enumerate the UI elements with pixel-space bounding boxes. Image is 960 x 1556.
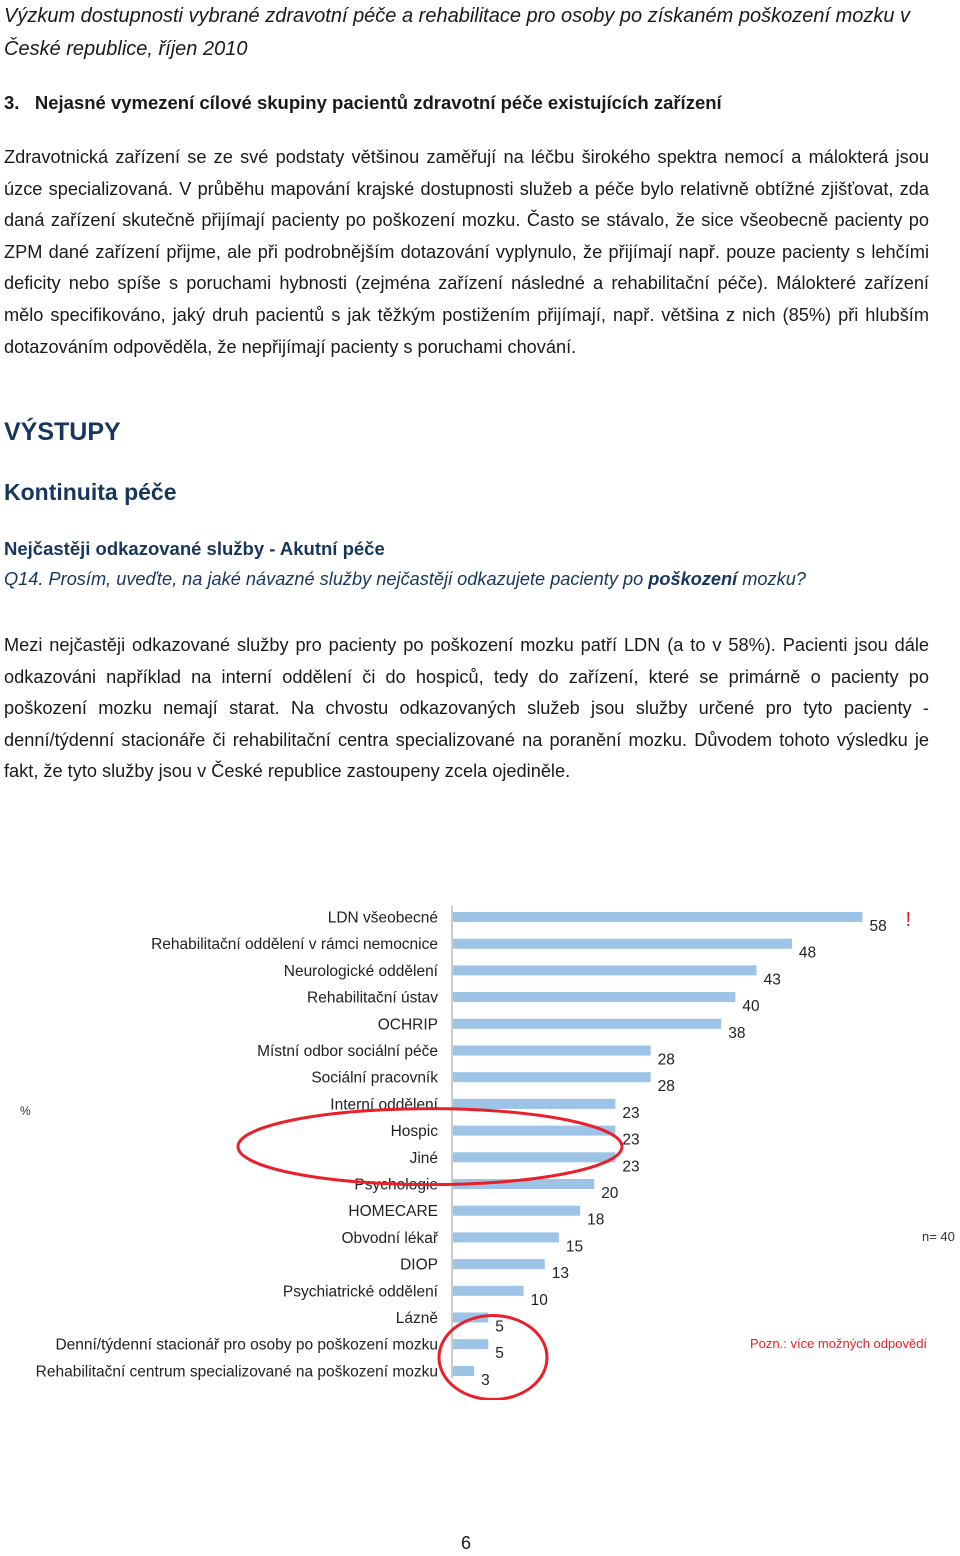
chart-data-label: 15 <box>565 1238 584 1256</box>
chart-highlight-ellipse-hospital <box>238 1109 622 1185</box>
page-number: 6 <box>460 1533 471 1553</box>
chart-note: Pozn.: více možných odpovědí <box>750 1336 928 1351</box>
chart-category-label: Rehabilitační oddělení v rámci nemocnice <box>151 936 438 954</box>
chart-bar <box>453 1286 524 1296</box>
chart-unit-label: % <box>20 1104 31 1118</box>
chart-bar <box>453 1206 580 1216</box>
chart-category-label: Jiné <box>409 1149 438 1167</box>
chart-category-label: Hospic <box>390 1123 438 1141</box>
chart-bar <box>453 1099 615 1109</box>
question-text-bold: poškození <box>648 569 738 589</box>
chart-bar <box>453 1339 488 1349</box>
chart-category-label: Místní odbor sociální péče <box>257 1043 438 1060</box>
chart-category-label: Psychologie <box>354 1176 438 1194</box>
chart-data-label: 28 <box>657 1051 675 1069</box>
question-text-before: Prosím, uveďte, na jaké návazné služby nejčastěji odkazujete pacienty po <box>48 569 644 589</box>
chart-highlight-ellipse-specialized <box>439 1316 547 1400</box>
heading-kontinuita-pece: Kontinuita péče <box>4 479 177 505</box>
chart-sample-size-label: n= 40 <box>922 1229 955 1244</box>
chart-data-label: 18 <box>587 1211 605 1229</box>
section-title: Nejasné vymezení cílové skupiny pacientů zdravotní péče existujících zařízení <box>34 92 722 113</box>
referral-services-bar-chart <box>0 880 960 1400</box>
chart-bar <box>453 1019 721 1029</box>
chart-bar <box>453 992 735 1002</box>
chart-bar <box>453 1152 615 1162</box>
chart-bar <box>453 912 862 922</box>
chart-bar <box>453 1232 559 1242</box>
chart-data-label: 23 <box>622 1131 640 1149</box>
section-heading <box>4 92 722 114</box>
chart-category-label: Rehabilitační centrum specializované na poškození mozku <box>35 1363 438 1381</box>
chart-data-label: 48 <box>798 944 817 962</box>
chart-bar <box>453 1259 545 1269</box>
chart-data-label: 38 <box>728 1024 746 1042</box>
question-id: Q14. <box>4 569 44 589</box>
question-text-after: mozku? <box>742 569 806 589</box>
chart-data-label: 5 <box>495 1345 504 1363</box>
chart-category-label: OCHRIP <box>377 1016 438 1034</box>
chart-bar <box>453 965 757 975</box>
chart-category-label: Interní oddělení <box>330 1096 438 1114</box>
chart-bar <box>453 1072 651 1082</box>
chart-data-label: 43 <box>763 971 781 989</box>
chart-exclamation-mark: ! <box>905 909 912 931</box>
chart-category-label: Psychiatrické oddělení <box>282 1283 438 1301</box>
chart-data-label: 20 <box>601 1185 619 1202</box>
chart-category-label: Lázně <box>395 1310 438 1327</box>
chart-data-label: 40 <box>742 998 760 1016</box>
chart-category-label: Neurologické oddělení <box>283 962 438 980</box>
chart-category-label: LDN všeobecné <box>327 909 438 927</box>
chart-data-label: 23 <box>622 1104 640 1122</box>
chart-bar <box>453 1366 474 1376</box>
question-q14 <box>4 569 806 590</box>
chart-category-label: Obvodní lékař <box>341 1229 438 1247</box>
chart-data-label: 28 <box>657 1078 675 1096</box>
chart-category-label: DIOP <box>400 1256 438 1274</box>
chart-bar <box>453 1046 651 1056</box>
heading-vystupy: VÝSTUPY <box>4 418 121 446</box>
chart-bar <box>453 939 792 949</box>
chart-category-label: Sociální pracovník <box>311 1069 438 1087</box>
chart-category-label: Denní/týdenní stacionář pro osoby po poškození mozku <box>55 1336 438 1354</box>
chart-data-label: 13 <box>551 1265 570 1283</box>
paragraph-target-group: Zdravotnická zařízení se ze své podstaty většinou zaměřují na léčbu širokého spektra nemocí a málokterá jsou úzce specializovaná. V průběhu mapování krajské dostupnosti služeb a péče bylo relativně obtížné zjišťovat, zda daná zařízení skutečně přijímají pacienty po poškození mozku. Často se stávalo, že sice všeobecně pacienty po ZPM dané zařízení přijme, ale při podrobnějším dotazování vyplynulo, že přijímají např. pouze pacienty s lehčími deficity nebo spíše s poruchami hybnosti (zejména zařízení následné a rehabilitační péče). Málokteré zařízení mělo specifikováno, jaký druh pacientů s jak těžkým postižením přijímají, např. většina z nich (85%) při hlubším dotazováním odpověděla, že nepřijímají pacienty s poruchami chování. <box>4 147 929 357</box>
chart-category-label: HOMECARE <box>348 1203 438 1221</box>
chart-data-label: 58 <box>869 918 887 935</box>
chart-category-label: Rehabilitační ústav <box>307 989 438 1007</box>
paragraph-referrals: Mezi nejčastěji odkazované služby pro pacienty po poškození mozku patří LDN (a to v 58%). Pacienti jsou dále odkazováni například na interní oddělení či do hospiců, tedy do zařízení, které se primárně o pacienty po poškození mozku nemají starat. Na chvostu odkazovaných služeb jsou služby určené pro tyto pacienty - denní/týdenní stacionáře či rehabilitační centra specializované na poranění mozku. Důvodem tohoto výsledku je fakt, že tyto služby jsou v České republice zastoupeny zcela ojediněle. <box>4 635 929 782</box>
chart-data-label: 23 <box>622 1158 640 1176</box>
subheading-akutni-pece: Nejčastěji odkazované služby - Akutní péče <box>4 538 385 559</box>
chart-data-label: 3 <box>481 1371 490 1389</box>
chart-data-label: 10 <box>530 1291 548 1309</box>
document-header-title: Výzkum dostupnosti vybrané zdravotní péče a rehabilitace pro osoby po získaném poškození mozku v České republice, říjen 2010 <box>4 5 911 60</box>
chart-data-label: 5 <box>495 1318 504 1336</box>
section-number: 3. <box>4 92 20 113</box>
